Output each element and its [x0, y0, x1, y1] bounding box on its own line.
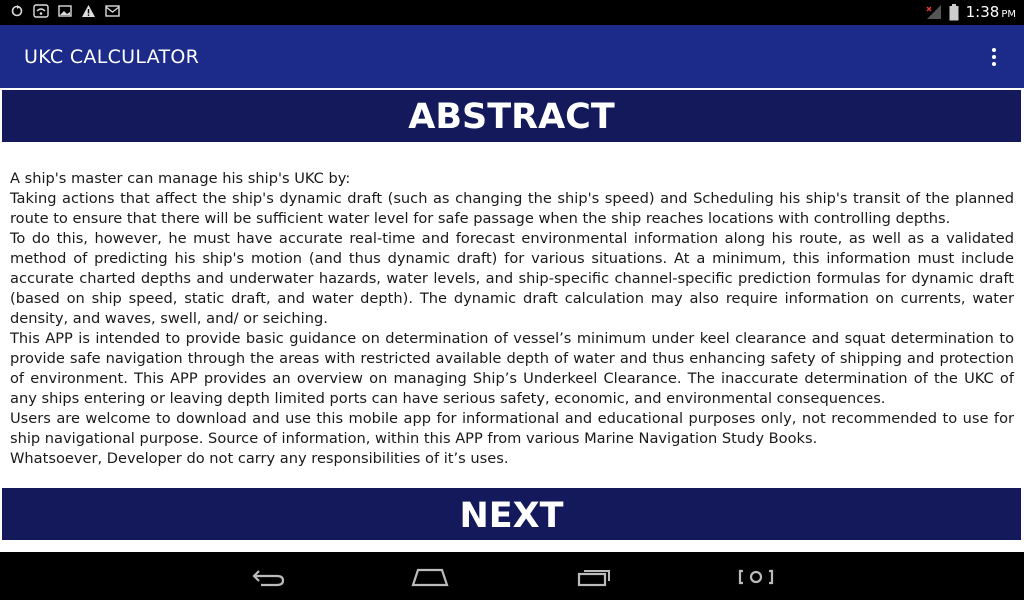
- warning-icon: [81, 4, 96, 18]
- clock-ampm: PM: [1001, 9, 1016, 20]
- notification-icons: [10, 4, 120, 18]
- back-icon: [251, 567, 287, 587]
- abstract-heading: ABSTRACT: [2, 90, 1021, 142]
- screenshot-icon: [737, 567, 775, 587]
- abstract-text: [10, 169, 1014, 469]
- navigation-bar: [0, 552, 1024, 600]
- mail-icon: [105, 4, 120, 18]
- next-button[interactable]: NEXT: [2, 488, 1021, 540]
- paragraph: A ship's master can manage his ship's UKC by:: [10, 170, 351, 187]
- app-bar: [0, 25, 1024, 88]
- paragraph: To do this, however, he must have accurate real-time and forecast environmental information along his route, as well as a validated method of predicting his ship's motion (and thus dynamic draft) for various situations. At a minimum, this information must include accurate charted depths and underwater hazards, water levels, and ship-specific channel-specific prediction formulas for dynamic draft (based on ship speed, static draft, and water depth). The dynamic draft calculation may also require information on currents, water density, and waves, swell, and/ or seiching.: [10, 230, 1014, 327]
- paragraph: Users are welcome to download and use this mobile app for informational and educational purposes only, not recommended to use for ship navigational purpose. Source of information, within this APP from various Marine Navigation Study Books.: [10, 410, 1014, 447]
- image-icon: [58, 4, 72, 18]
- no-signal-icon: [926, 4, 942, 20]
- more-vert-icon: [992, 48, 996, 52]
- recents-button[interactable]: [574, 562, 614, 592]
- battery-icon: [949, 4, 959, 21]
- home-icon: [411, 567, 449, 587]
- recents-icon: [576, 567, 612, 587]
- paragraph: Taking actions that affect the ship's dynamic draft (such as changing the ship's speed) and Scheduling his ship's transit of the planned route to ensure that there will be sufficient water level for safe passage when the ship reaches locations with controlling depths.: [10, 190, 1014, 227]
- back-button[interactable]: [249, 562, 289, 592]
- home-button[interactable]: [410, 562, 450, 592]
- app-title: UKC CALCULATOR: [24, 46, 200, 68]
- status-bar: [0, 0, 1024, 25]
- paragraph: This APP is intended to provide basic guidance on determination of vessel’s minimum under keel clearance and squat determination to provide safe navigation through the areas with restricted available depth of water and thus enhancing safety of shipping and protection of environment. This APP provides an overview on managing Ship’s Underkeel Clearance. The inaccurate determination of the UKC of any ships entering or leaving depth limited ports can have serious safety, economic, and environmental consequences.: [10, 330, 1014, 407]
- system-status: [926, 3, 1016, 21]
- sync-icon: [10, 4, 24, 18]
- clock: [966, 3, 1016, 21]
- wifi-icon: [33, 4, 49, 18]
- overflow-menu-button[interactable]: [984, 48, 1004, 68]
- screenshot-button[interactable]: [736, 562, 776, 592]
- clock-time: 1:38: [965, 3, 1000, 21]
- paragraph: Whatsoever, Developer do not carry any responsibilities of it’s uses.: [10, 450, 509, 467]
- main-content[interactable]: [0, 88, 1024, 552]
